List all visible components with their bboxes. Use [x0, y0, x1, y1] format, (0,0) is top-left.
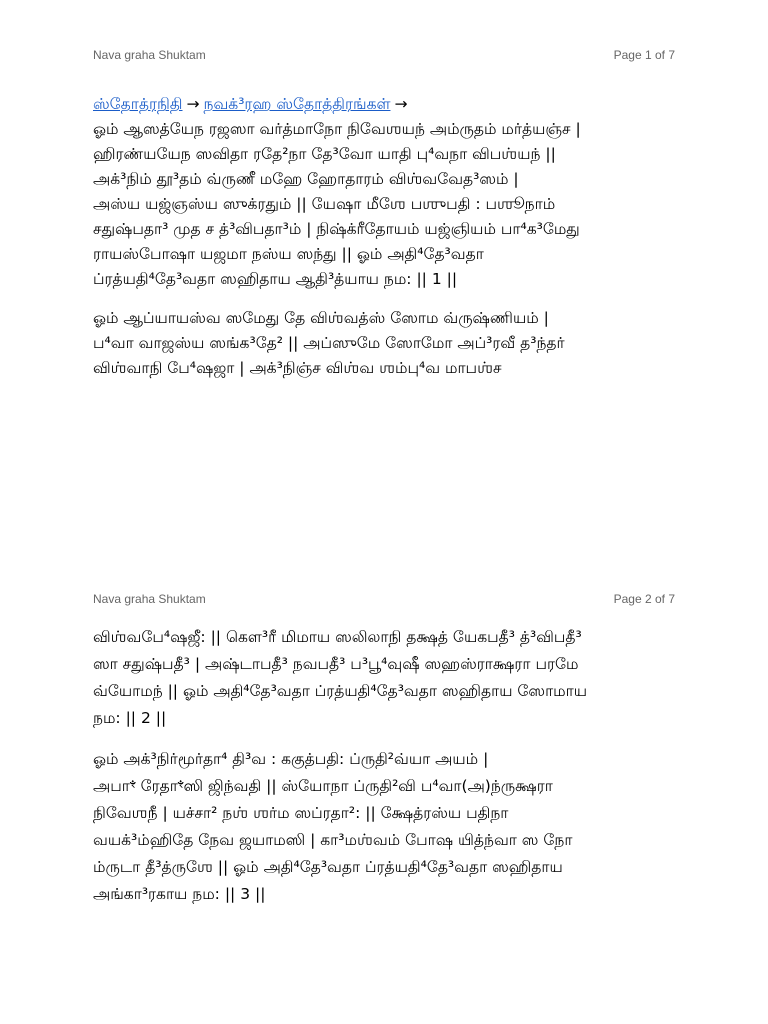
verse-line: ஹிரண்யயேந ஸவிதா ரதே²நா தே³வோ யாதி பு⁴வநா விபஶ்யந் ||	[93, 145, 556, 163]
page-body	[93, 92, 708, 395]
verse-line: ஓம் அக்³நிர்மூர்தா⁴ தி³வ : ககுத்பதி: ப்ருதி²வ்யா அயம் |	[93, 750, 489, 768]
verse-line: அக்³நிம் தூ³தம் வ்ருணீ மஹே ஹோதாரம் விஶ்வவேத³ஸம் |	[93, 170, 519, 188]
verse-line: வயக்³ம்ஹிதே நேவ ஜயாமஸி | கா³மஶ்வம் போஷ யித்ந்வா ஸ நோ	[93, 831, 573, 849]
verse-line: ப⁴வா வாஜஸ்ய ஸங்க³தே² || அப்ஸுமே ஸோமோ அப்³ரவீ த³ந்தர்	[93, 334, 565, 352]
page-number: Page 1 of 7	[613, 48, 675, 62]
breadcrumb-link-navagraha[interactable]: நவக்³ரஹ ஸ்தோத்திரங்கள்	[203, 95, 391, 113]
verse-line: ப்ரத்யதி⁴தே³வதா ஸஹிதாய ஆதி³த்யாய நம: || 1 ||	[93, 270, 458, 288]
verse-line: விஶ்வாநி பே⁴ஷஜா | அக்³நிஞ்ச விஶ்வ ஶம்பு⁴வ மாபஶ்ச	[93, 359, 502, 377]
verse-line: நிவேஶநீ | யச்சா² நஶ் ஶர்ம ஸப்ரதா²: || க்ஷேத்ரஸ்ய பதிநா	[93, 804, 509, 822]
document-page-2	[0, 580, 768, 1024]
verse-line: ஸா சதுஷ்பதீ³ | அஷ்டாபதீ³ நவபதீ³ ப³பூ⁴வுஷீ ஸஹஸ்ராக்ஷரா பரமே	[93, 655, 579, 673]
page-number: Page 2 of 7	[613, 592, 675, 606]
verse-line: சதுஷ்பதா³ முத ச த்³விபதா³ம் | நிஷ்க்ரீதோயம் யஜ்ஞியம் பா⁴க³மேது	[93, 220, 580, 238]
verse-paragraph-2	[93, 306, 708, 381]
verse-line: வ்யோமந் || ஓம் அதி⁴தே³வதா ப்ரத்யதி⁴தே³வதா ஸஹிதாய ஸோமாய	[93, 682, 588, 700]
breadcrumb	[93, 92, 708, 117]
verse-line: ராயஸ்போஷா யஜமா நஸ்ய ஸந்து || ஓம் அதி⁴தே³வதா	[93, 245, 484, 263]
verse-line: ம்ருடா தீ³த்ருஶே || ஓம் அதி⁴தே³வதா ப்ரத்யதி⁴தே³வதா ஸஹிதாய	[93, 858, 563, 876]
verse-paragraph-1	[93, 624, 708, 732]
breadcrumb-separator: →	[394, 95, 408, 113]
verse-line: அஸ்ய யஜ்ஞஸ்ய ஸுக்ரதும் || யேஷா மீஶே பஶுபதி : பஶூநாம்	[93, 195, 556, 213]
breadcrumb-link-stotranidhi[interactable]: ஸ்தோத்ரநிதி	[93, 95, 183, 113]
verse-line: விஶ்வபே⁴ஷஜீ: || கௌ³ரீ மிமாய ஸலிலாநி தக்ஷத் யேகபதீ³ த்³விபதீ³	[93, 628, 582, 646]
page-header	[93, 592, 675, 606]
verse-line: ஓம் ஆஸத்யேந ரஜஸா வர்த்மாநோ நிவேஶயந் அம்ருதம் மர்த்யஞ்ச |	[93, 120, 581, 138]
header-title: Nava graha Shuktam	[93, 592, 206, 606]
breadcrumb-separator: →	[186, 95, 200, 113]
verse-line: அங்கா³ரகாய நம: || 3 ||	[93, 885, 266, 903]
verse-line: நம: || 2 ||	[93, 709, 167, 727]
page-body	[93, 624, 708, 922]
header-title: Nava graha Shuktam	[93, 48, 206, 62]
verse-paragraph-1	[93, 117, 708, 292]
verse-line: ஓம் ஆப்யாயஸ்வ ஸமேது தே விஶ்வத்ஸ் ஸோம வ்ருஷ்ணியம் |	[93, 309, 549, 327]
page-header	[93, 48, 675, 62]
verse-line: அபாꣳ ரேதாꣳஸி ஜிந்வதி || ஸ்யோநா ப்ருதி²வி ப⁴வா(அ)ந்ருக்ஷரா	[93, 777, 553, 795]
verse-paragraph-2	[93, 746, 708, 908]
